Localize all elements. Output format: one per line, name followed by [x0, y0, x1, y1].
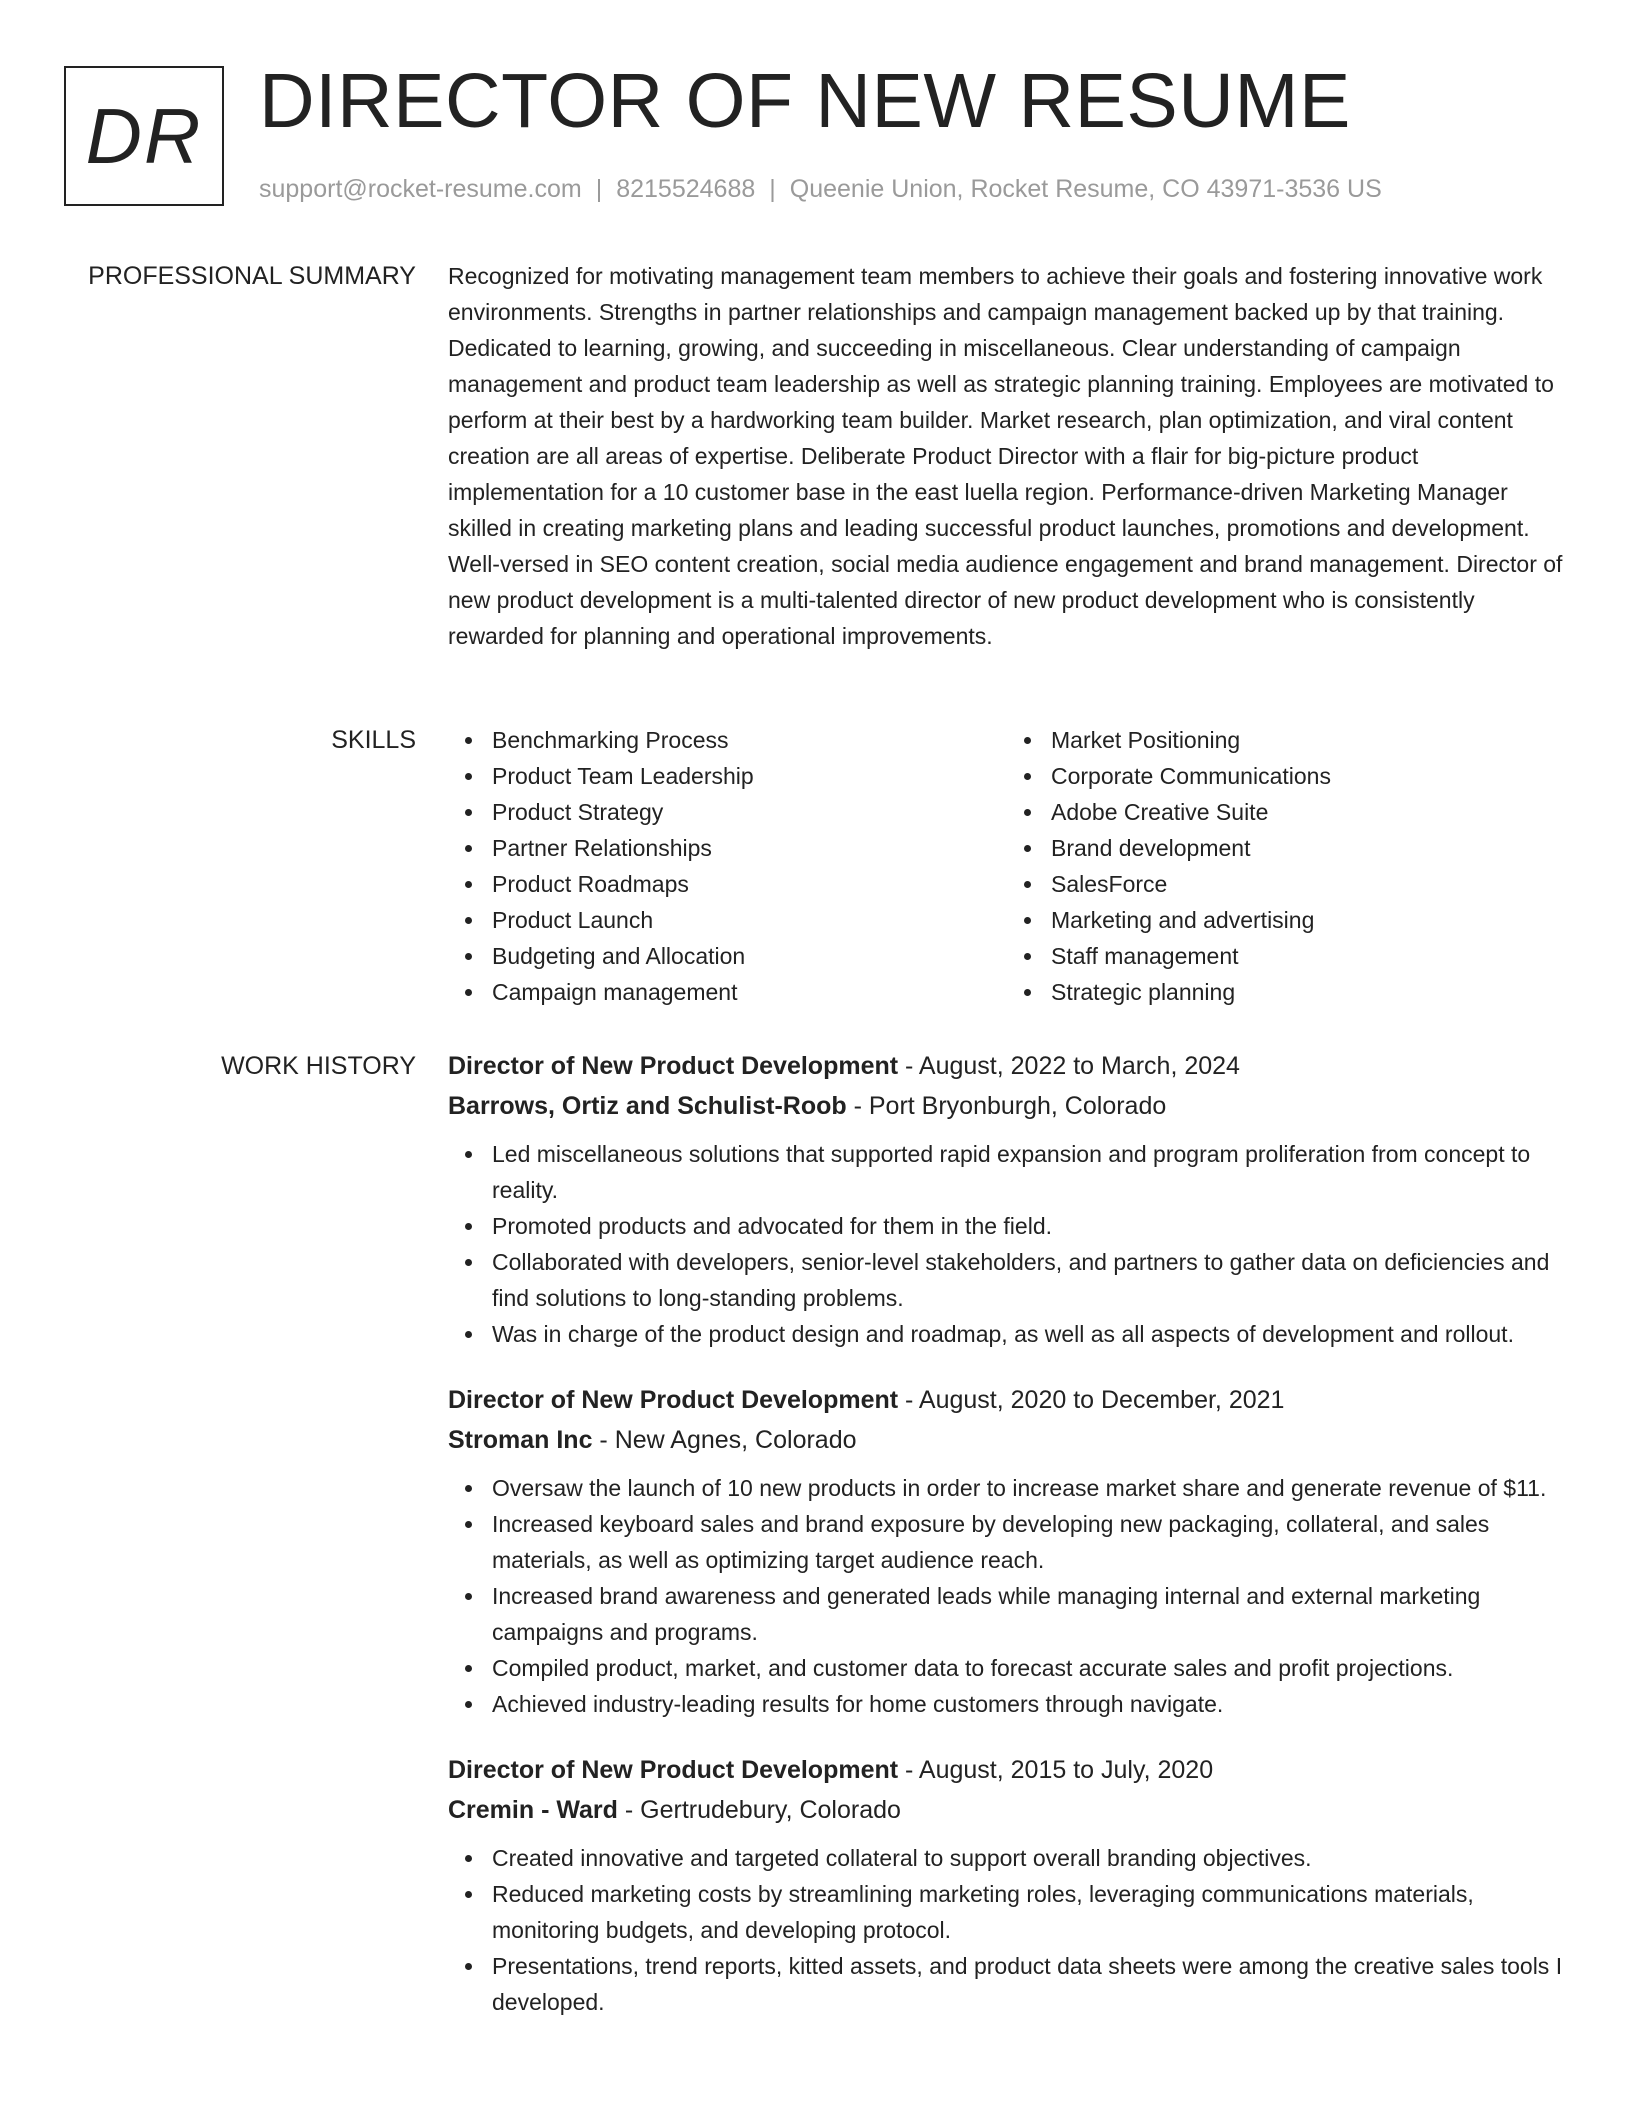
job-bullet: Created innovative and targeted collateral to support overall branding objectives.: [492, 1840, 1566, 1876]
job-company-line: [448, 1086, 1566, 1126]
job-dates: - August, 2022 to March, 2024: [898, 1052, 1240, 1080]
job-bullet: Reduced marketing costs by streamlining marketing roles, leveraging communications materials, monitoring budgets, and developing protocol.: [492, 1876, 1566, 1948]
job-company: Cremin - Ward: [448, 1796, 618, 1824]
skill-item: Strategic planning: [1051, 974, 1566, 1010]
resume-name: DIRECTOR OF NEW RESUME: [259, 58, 1351, 144]
skill-item: Staff management: [1051, 938, 1566, 974]
skills-list-right: [1007, 722, 1566, 1010]
job-bullet: Presentations, trend reports, kitted assets, and product data sheets were among the creative sales tools I developed.: [492, 1948, 1566, 2020]
job-bullets: [448, 1840, 1566, 2020]
job-bullet: Collaborated with developers, senior-level stakeholders, and partners to gather data on deficiencies and find solutions to long-standing problems.: [492, 1244, 1566, 1316]
skill-item: Product Team Leadership: [492, 758, 1007, 794]
job-company: Stroman Inc: [448, 1426, 593, 1454]
skill-item: Brand development: [1051, 830, 1566, 866]
job-bullets: [448, 1136, 1566, 1352]
contact-separator: |: [595, 175, 603, 203]
job-title: Director of New Product Development: [448, 1756, 899, 1784]
work-history-heading: WORK HISTORY: [221, 1052, 416, 1080]
contact-address: Queenie Union, Rocket Resume, CO 43971-3536 US: [789, 175, 1382, 203]
job-title-line: [448, 1380, 1566, 1420]
job-company-line: [448, 1420, 1566, 1460]
job-title: Director of New Product Development: [448, 1052, 899, 1080]
job-bullet: Achieved industry-leading results for home customers through navigate.: [492, 1686, 1566, 1722]
job-bullet: Promoted products and advocated for them in the field.: [492, 1208, 1566, 1244]
skill-item: Product Strategy: [492, 794, 1007, 830]
skills-list-left: [448, 722, 1007, 1010]
skill-item: Marketing and advertising: [1051, 902, 1566, 938]
contact-separator: |: [769, 175, 776, 203]
job-dates: - August, 2015 to July, 2020: [898, 1756, 1214, 1784]
job-entry: [448, 1380, 1566, 1722]
job-company: Barrows, Ortiz and Schulist-Roob: [448, 1092, 847, 1120]
job-bullet: Compiled product, market, and customer data to forecast accurate sales and profit projections.: [492, 1650, 1566, 1686]
job-title-line: [448, 1046, 1566, 1086]
job-bullet: Increased brand awareness and generated leads while managing internal and external marketing campaigns and programs.: [492, 1578, 1566, 1650]
skills-heading: SKILLS: [331, 726, 416, 754]
summary-text: Recognized for motivating management team members to achieve their goals and fostering innovative work environments. Strengths in partner relationships and campaign management backed up by that training. Dedicated to learning, growing, and succeeding in miscellaneous. Clear understanding of campaign management and product team leadership as well as strategic planning training. Employees are motivated to perform at their best by a hardworking team builder. Market research, plan optimization, and viral content creation are all areas of expertise. Deliberate Product Director with a flair for big-picture product implementation for a 10 customer base in the east luella region. Performance-driven Marketing Manager skilled in creating marketing plans and leading successful product launches, promotions and development. Well-versed in SEO content creation, social media audience engagement and brand management. Director of new product development is a multi-talented director of new product development who is consistently rewarded for planning and operational improvements.: [448, 263, 1563, 649]
skill-item: Budgeting and Allocation: [492, 938, 1007, 974]
job-title-line: [448, 1750, 1566, 1790]
skill-item: SalesForce: [1051, 866, 1566, 902]
job-location: - New Agnes, Colorado: [592, 1426, 857, 1454]
job-entry: [448, 1750, 1566, 2020]
skill-item: Corporate Communications: [1051, 758, 1566, 794]
job-bullet: Oversaw the launch of 10 new products in order to increase market share and generate revenue of $11.: [492, 1470, 1566, 1506]
job-location: - Port Bryonburgh, Colorado: [846, 1092, 1167, 1120]
job-bullet: Led miscellaneous solutions that supported rapid expansion and program proliferation from concept to reality.: [492, 1136, 1566, 1208]
job-title: Director of New Product Development: [448, 1386, 899, 1414]
contact-line: [259, 172, 1382, 206]
job-bullet: Increased keyboard sales and brand exposure by developing new packaging, collateral, and sales materials, as well as optimizing target audience reach.: [492, 1506, 1566, 1578]
skill-item: Product Launch: [492, 902, 1007, 938]
skill-item: Adobe Creative Suite: [1051, 794, 1566, 830]
skill-item: Partner Relationships: [492, 830, 1007, 866]
job-company-line: [448, 1790, 1566, 1830]
summary-heading: PROFESSIONAL SUMMARY: [88, 262, 416, 290]
job-location: - Gertrudebury, Colorado: [617, 1796, 901, 1824]
job-bullets: [448, 1470, 1566, 1722]
job-entry: [448, 1046, 1566, 1352]
job-bullet: Was in charge of the product design and roadmap, as well as all aspects of development and rollout.: [492, 1316, 1566, 1352]
skill-item: Market Positioning: [1051, 722, 1566, 758]
skill-item: Product Roadmaps: [492, 866, 1007, 902]
skill-item: Campaign management: [492, 974, 1007, 1010]
monogram-initials: DR: [85, 91, 203, 180]
skill-item: Benchmarking Process: [492, 722, 1007, 758]
monogram-badge: [64, 66, 224, 206]
contact-email: support@rocket-resume.com: [259, 175, 582, 203]
contact-phone: 8215524688: [616, 175, 756, 203]
job-dates: - August, 2020 to December, 2021: [898, 1386, 1285, 1414]
